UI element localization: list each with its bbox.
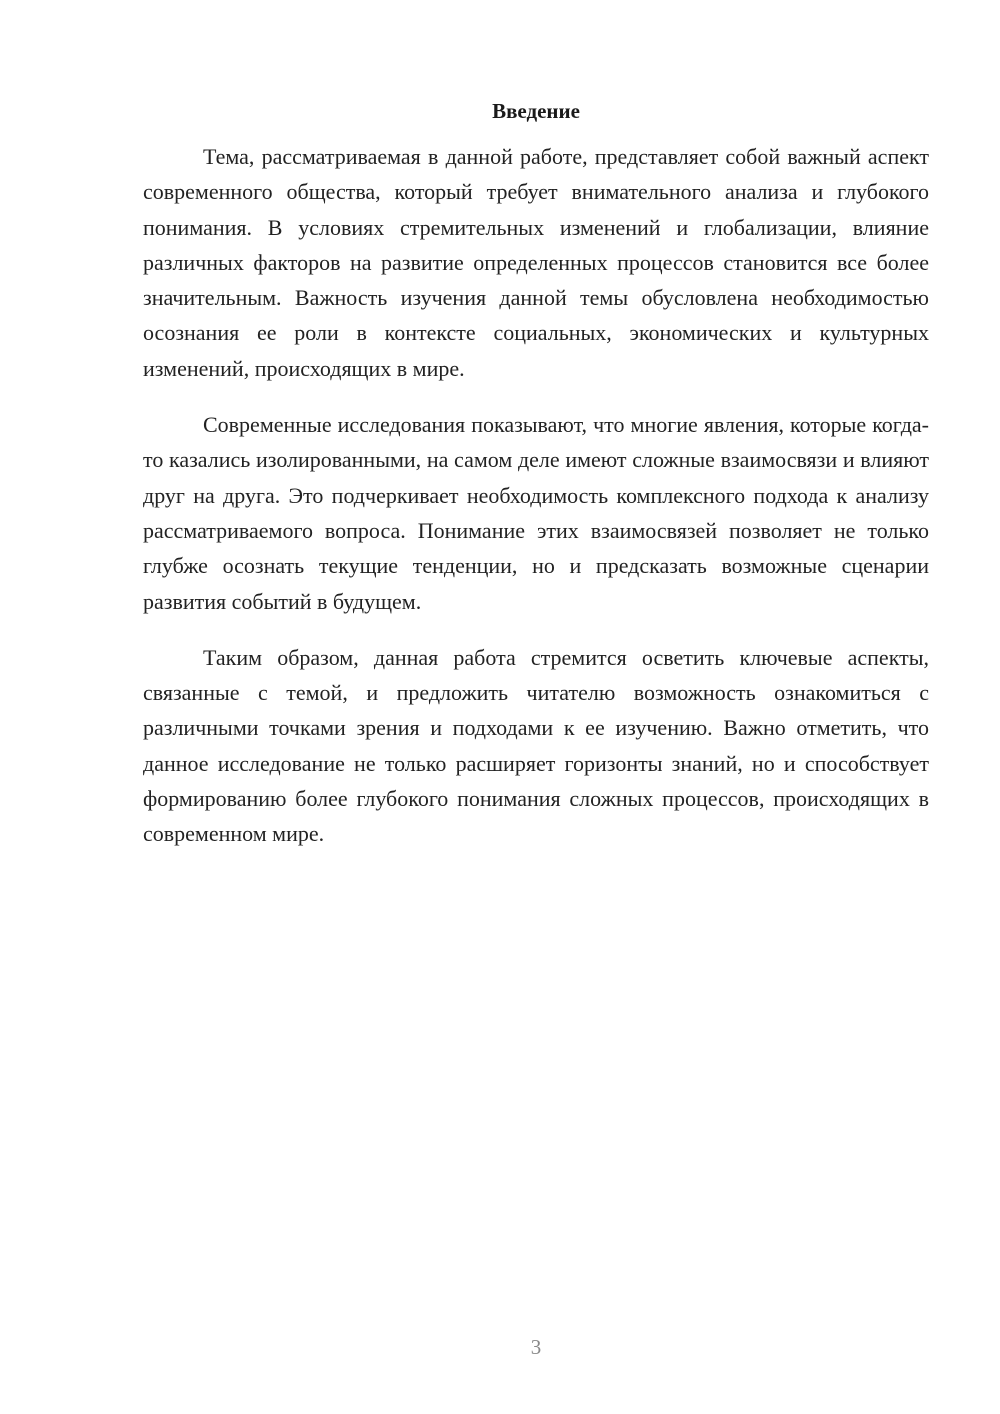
paragraph-2: Современные исследования показывают, что многие явления, которые когда-то казались изолированными, на самом деле имеют сложные взаимосвязи и влияют друг на друга. Это подчеркивает необходимость комплексного подхода к анализу рассматриваемого вопроса. Понимание этих взаимосвязей позволяет не только глубже осознать текущие тенденции, но и предсказать возможные сценарии развития событий в будущем. [143, 412, 929, 614]
page-number: 3 [530, 1335, 542, 1359]
page-body [143, 96, 929, 873]
page-title: Введение [492, 99, 580, 123]
paragraph-1: Тема, рассматриваемая в данной работе, представляет собой важный аспект современного общества, который требует внимательного анализа и глубокого понимания. В условиях стремительных изменений и глобализации, влияние различных факторов на развитие определенных процессов становится все более значительным. Важность изучения данной темы обусловлена необходимостью осознания ее роли в контексте социальных, экономических и культурных изменений, происходящих в мире. [143, 144, 929, 381]
paragraph-3: Таким образом, данная работа стремится осветить ключевые аспекты, связанные с темой, и предложить читателю возможность ознакомиться с различными точками зрения и подходами к ее изучению. Важно отметить, что данное исследование не только расширяет горизонты знаний, но и способствует формированию более глубокого понимания сложных процессов, происходящих в современном мире. [143, 644, 929, 847]
